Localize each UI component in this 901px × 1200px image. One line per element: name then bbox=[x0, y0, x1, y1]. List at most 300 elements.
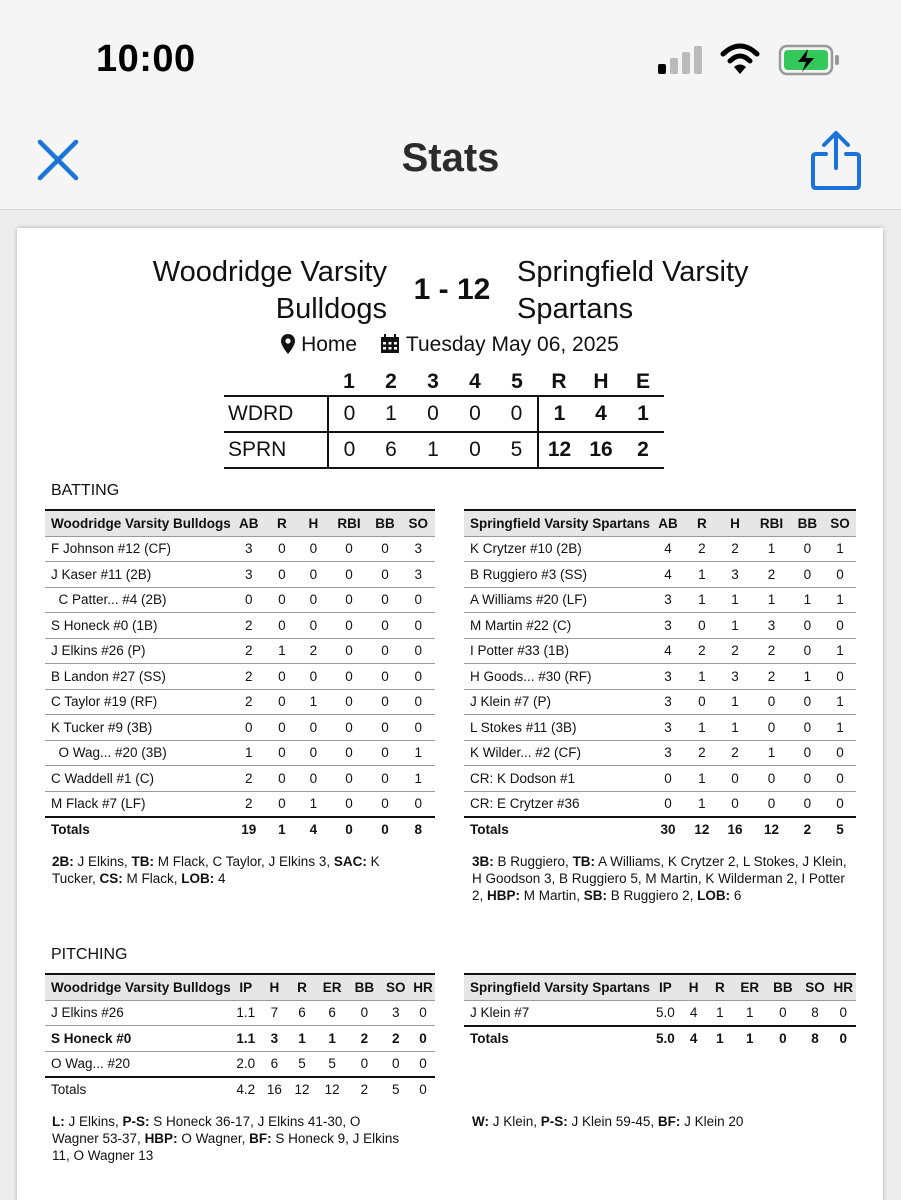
stat-cell: 6 bbox=[261, 1051, 288, 1077]
home-team-name bbox=[153, 254, 387, 328]
wifi-icon bbox=[720, 42, 760, 76]
note-value: B Ruggiero, bbox=[493, 854, 573, 869]
stat-cell: 1 bbox=[316, 1026, 348, 1052]
stat-cell: 1 bbox=[733, 1000, 766, 1026]
stat-cell: 2 bbox=[381, 1026, 411, 1052]
stat-cell: 2 bbox=[718, 740, 752, 766]
stat-cell: 0 bbox=[267, 613, 297, 639]
stat-cell: 0 bbox=[402, 689, 435, 715]
stat-cell: 8 bbox=[799, 1000, 830, 1026]
stat-cell: 4 bbox=[650, 536, 686, 562]
linescore-hits: 4 bbox=[580, 396, 622, 432]
linescore-hits: 16 bbox=[580, 432, 622, 468]
game-header bbox=[17, 254, 883, 334]
linescore-cell: 0 bbox=[454, 396, 496, 432]
stat-cell: 4 bbox=[650, 562, 686, 588]
away-batting-notes bbox=[472, 853, 857, 904]
stat-cell: 1 bbox=[824, 715, 856, 741]
totals-cell: 16 bbox=[718, 817, 752, 843]
linescore-cell: 0 bbox=[496, 396, 538, 432]
pitching-section-title: PITCHING bbox=[51, 946, 128, 963]
away-team-line1: Springfield Varsity bbox=[517, 256, 749, 288]
home-batting-notes bbox=[52, 853, 402, 887]
player-name: O Wag... #20 bbox=[45, 1051, 231, 1077]
stat-cell: 0 bbox=[686, 689, 718, 715]
stat-cell: 1 bbox=[718, 587, 752, 613]
totals-cell: 0 bbox=[368, 817, 401, 843]
player-name: A Williams #20 (LF) bbox=[464, 587, 650, 613]
player-name: CR: K Dodson #1 bbox=[464, 766, 650, 792]
stat-cell: 2 bbox=[297, 638, 330, 664]
player-name: J Klein #7 (P) bbox=[464, 689, 650, 715]
stat-cell: 0 bbox=[231, 587, 267, 613]
stat-cell: 1 bbox=[686, 715, 718, 741]
home-pitching-table bbox=[45, 973, 435, 1102]
stat-cell: 2 bbox=[231, 791, 267, 817]
stat-cell: 4 bbox=[650, 638, 686, 664]
linescore-table bbox=[224, 368, 664, 469]
linescore-errors: 2 bbox=[622, 432, 664, 468]
note-value: J Elkins, bbox=[64, 1114, 123, 1129]
column-header: ER bbox=[733, 974, 766, 1000]
column-header: IP bbox=[650, 974, 681, 1000]
player-row bbox=[45, 587, 435, 613]
totals-label: Totals bbox=[45, 817, 231, 843]
totals-cell: 0 bbox=[411, 1077, 435, 1103]
player-row bbox=[45, 1026, 435, 1052]
stat-cell: 0 bbox=[402, 715, 435, 741]
totals-cell: 0 bbox=[766, 1026, 799, 1052]
column-header: R bbox=[706, 974, 733, 1000]
stat-cell: 2.0 bbox=[231, 1051, 261, 1077]
note-key: BF: bbox=[249, 1131, 272, 1146]
home-team-line2: Bulldogs bbox=[275, 293, 387, 325]
stat-cell: 1 bbox=[718, 689, 752, 715]
player-name: J Kaser #11 (2B) bbox=[45, 562, 231, 588]
stat-cell: 0 bbox=[330, 587, 369, 613]
stat-cell: 2 bbox=[718, 536, 752, 562]
stat-cell: 1 bbox=[791, 587, 824, 613]
stat-cell: 0 bbox=[297, 613, 330, 639]
note-key: TB: bbox=[131, 854, 155, 869]
stat-cell: 0 bbox=[368, 536, 401, 562]
column-header: RBI bbox=[752, 510, 791, 536]
player-row bbox=[45, 664, 435, 690]
player-name: J Elkins #26 (P) bbox=[45, 638, 231, 664]
home-team-line1: Woodridge Varsity bbox=[152, 256, 387, 288]
stat-cell: 1 bbox=[686, 766, 718, 792]
stat-cell: 0 bbox=[368, 562, 401, 588]
stat-cell: 3 bbox=[650, 664, 686, 690]
stat-cell: 0 bbox=[297, 664, 330, 690]
note-value: K Tucker, bbox=[52, 854, 380, 886]
stat-cell: 0 bbox=[766, 1000, 799, 1026]
stat-cell: 3 bbox=[650, 740, 686, 766]
stat-cell: 0 bbox=[402, 664, 435, 690]
column-header: Springfield Varsity Spartans bbox=[464, 974, 650, 1000]
column-header: H bbox=[681, 974, 707, 1000]
away-pitching-table bbox=[464, 973, 856, 1051]
stat-cell: 0 bbox=[824, 766, 856, 792]
player-row bbox=[464, 740, 856, 766]
player-row bbox=[45, 740, 435, 766]
column-header: Woodridge Varsity Bulldogs bbox=[45, 510, 231, 536]
stat-cell: 0 bbox=[752, 715, 791, 741]
stat-cell: 1 bbox=[824, 638, 856, 664]
stat-cell: 0 bbox=[368, 740, 401, 766]
linescore-cell: 6 bbox=[370, 432, 412, 468]
home-pitching-notes bbox=[52, 1113, 402, 1164]
column-header: BB bbox=[348, 974, 380, 1000]
stat-cell: 0 bbox=[231, 715, 267, 741]
linescore-header: H bbox=[580, 368, 622, 396]
note-key: 3B: bbox=[472, 854, 494, 869]
cellular-signal-icon bbox=[658, 46, 704, 74]
column-header: R bbox=[267, 510, 297, 536]
stats-header-row bbox=[45, 974, 435, 1000]
totals-cell: 4 bbox=[297, 817, 330, 843]
stat-cell: 0 bbox=[330, 766, 369, 792]
player-row bbox=[45, 689, 435, 715]
totals-row bbox=[45, 817, 435, 843]
note-key: SAC: bbox=[333, 854, 367, 869]
stat-cell: 1 bbox=[288, 1026, 316, 1052]
totals-cell: 1 bbox=[267, 817, 297, 843]
stat-cell: 0 bbox=[402, 587, 435, 613]
stat-cell: 1 bbox=[267, 638, 297, 664]
stat-cell: 1 bbox=[752, 536, 791, 562]
linescore-cell: 0 bbox=[328, 432, 370, 468]
player-name: K Crytzer #10 (2B) bbox=[464, 536, 650, 562]
player-row bbox=[45, 536, 435, 562]
column-header: SO bbox=[824, 510, 856, 536]
stat-cell: 0 bbox=[368, 715, 401, 741]
navigation-bar bbox=[0, 110, 901, 210]
linescore-header bbox=[224, 368, 328, 396]
stat-cell: 0 bbox=[402, 638, 435, 664]
stat-cell: 0 bbox=[752, 689, 791, 715]
stat-cell: 3 bbox=[718, 562, 752, 588]
player-row bbox=[464, 1000, 856, 1026]
totals-cell: 1 bbox=[706, 1026, 733, 1052]
stat-cell: 0 bbox=[297, 562, 330, 588]
stat-cell: 0 bbox=[791, 766, 824, 792]
player-name: I Potter #33 (1B) bbox=[464, 638, 650, 664]
stat-cell: 0 bbox=[330, 536, 369, 562]
note-key: 2B: bbox=[52, 854, 74, 869]
stat-cell: 0 bbox=[824, 664, 856, 690]
stat-cell: 0 bbox=[752, 791, 791, 817]
stat-cell: 0 bbox=[267, 740, 297, 766]
stat-cell: 1 bbox=[297, 689, 330, 715]
stat-cell: 2 bbox=[231, 613, 267, 639]
column-header: R bbox=[686, 510, 718, 536]
player-row bbox=[45, 1000, 435, 1026]
linescore-runs: 1 bbox=[538, 396, 580, 432]
away-team-line2: Spartans bbox=[517, 293, 634, 325]
linescore-header: 2 bbox=[370, 368, 412, 396]
stat-cell: 2 bbox=[231, 638, 267, 664]
note-value: S Honeck 9, J Elkins 11, O Wagner 13 bbox=[52, 1131, 400, 1163]
stat-cell: 3 bbox=[650, 587, 686, 613]
player-row bbox=[45, 791, 435, 817]
note-value: J Klein 20 bbox=[680, 1114, 744, 1129]
stat-cell: 0 bbox=[267, 587, 297, 613]
stat-cell: 1 bbox=[686, 562, 718, 588]
linescore-header-row bbox=[224, 368, 664, 396]
stat-cell: 0 bbox=[297, 740, 330, 766]
linescore-header: 5 bbox=[496, 368, 538, 396]
column-header: SO bbox=[402, 510, 435, 536]
stat-cell: 3 bbox=[231, 562, 267, 588]
column-header: BB bbox=[766, 974, 799, 1000]
column-header: HR bbox=[831, 974, 856, 1000]
note-key: P-S: bbox=[540, 1114, 568, 1129]
totals-cell: 12 bbox=[288, 1077, 316, 1103]
player-row bbox=[464, 562, 856, 588]
player-row bbox=[45, 613, 435, 639]
away-team-name bbox=[517, 254, 749, 328]
player-row bbox=[45, 766, 435, 792]
stat-cell: 1 bbox=[686, 587, 718, 613]
totals-cell: 4.2 bbox=[231, 1077, 261, 1103]
stat-cell: 0 bbox=[267, 664, 297, 690]
stat-cell: 0 bbox=[267, 791, 297, 817]
stat-cell: 0 bbox=[267, 562, 297, 588]
player-row bbox=[45, 638, 435, 664]
stats-header-row bbox=[45, 510, 435, 536]
stat-cell: 0 bbox=[330, 715, 369, 741]
note-value: S Honeck 36-17, J Elkins 41-30, O Wagner 53-37, bbox=[52, 1114, 361, 1146]
player-row bbox=[464, 689, 856, 715]
stat-cell: 0 bbox=[330, 664, 369, 690]
stat-cell: 3 bbox=[381, 1000, 411, 1026]
column-header: ER bbox=[316, 974, 348, 1000]
player-name: L Stokes #11 (3B) bbox=[464, 715, 650, 741]
player-name: S Honeck #0 (1B) bbox=[45, 613, 231, 639]
stat-cell: 0 bbox=[267, 766, 297, 792]
stat-cell: 0 bbox=[791, 613, 824, 639]
stat-cell: 0 bbox=[824, 613, 856, 639]
player-name: B Ruggiero #3 (SS) bbox=[464, 562, 650, 588]
totals-label: Totals bbox=[464, 1026, 650, 1052]
stat-cell: 0 bbox=[330, 740, 369, 766]
column-header: Woodridge Varsity Bulldogs bbox=[45, 974, 231, 1000]
home-batting-table bbox=[45, 509, 435, 842]
linescore-header: 4 bbox=[454, 368, 496, 396]
note-key: HBP: bbox=[487, 888, 521, 903]
player-row bbox=[464, 664, 856, 690]
totals-label: Totals bbox=[464, 817, 650, 843]
stat-cell: 0 bbox=[824, 791, 856, 817]
player-row bbox=[464, 715, 856, 741]
column-header: SO bbox=[381, 974, 411, 1000]
final-score: 1 - 12 bbox=[413, 273, 491, 306]
note-value: O Wagner, bbox=[177, 1131, 250, 1146]
totals-cell: 19 bbox=[231, 817, 267, 843]
stat-cell: 2 bbox=[348, 1026, 380, 1052]
note-key: SB: bbox=[583, 888, 608, 903]
column-header: BB bbox=[368, 510, 401, 536]
share-icon[interactable] bbox=[808, 130, 864, 192]
note-key: LOB: bbox=[697, 888, 731, 903]
calendar-icon bbox=[380, 334, 400, 354]
note-value: M Flack, C Taylor, J Elkins 3, bbox=[154, 854, 334, 869]
note-key: LOB: bbox=[181, 871, 215, 886]
stat-cell: 5.0 bbox=[650, 1000, 681, 1026]
linescore-header: 1 bbox=[328, 368, 370, 396]
player-row bbox=[464, 791, 856, 817]
stat-cell: 2 bbox=[752, 664, 791, 690]
linescore-cell: 5 bbox=[496, 432, 538, 468]
stat-cell: 1 bbox=[402, 740, 435, 766]
linescore-header: 3 bbox=[412, 368, 454, 396]
stat-cell: 0 bbox=[791, 562, 824, 588]
batting-section-title: BATTING bbox=[51, 482, 120, 499]
stat-cell: 3 bbox=[261, 1026, 288, 1052]
player-row bbox=[45, 1051, 435, 1077]
stat-cell: 2 bbox=[752, 638, 791, 664]
stat-cell: 1 bbox=[402, 766, 435, 792]
stat-cell: 3 bbox=[650, 715, 686, 741]
player-name: H Goods... #30 (RF) bbox=[464, 664, 650, 690]
totals-cell: 30 bbox=[650, 817, 686, 843]
stat-cell: 0 bbox=[368, 664, 401, 690]
stat-cell: 1 bbox=[824, 536, 856, 562]
stat-cell: 1 bbox=[686, 791, 718, 817]
totals-cell: 5.0 bbox=[650, 1026, 681, 1052]
player-name: J Elkins #26 bbox=[45, 1000, 231, 1026]
stat-cell: 0 bbox=[402, 613, 435, 639]
player-row bbox=[464, 536, 856, 562]
linescore-cell: 0 bbox=[454, 432, 496, 468]
page-title: Stats bbox=[401, 136, 500, 180]
location-text: Home bbox=[301, 333, 358, 356]
player-name: K Tucker #9 (3B) bbox=[45, 715, 231, 741]
stat-cell: 1.1 bbox=[231, 1000, 261, 1026]
totals-cell: 2 bbox=[348, 1077, 380, 1103]
stat-cell: 2 bbox=[686, 740, 718, 766]
column-header: AB bbox=[231, 510, 267, 536]
stat-cell: 1 bbox=[718, 715, 752, 741]
column-header: H bbox=[261, 974, 288, 1000]
stat-cell: 0 bbox=[831, 1000, 856, 1026]
stat-cell: 1 bbox=[718, 613, 752, 639]
note-value: 4 bbox=[214, 871, 226, 886]
totals-cell: 16 bbox=[261, 1077, 288, 1103]
stat-cell: 1 bbox=[706, 1000, 733, 1026]
totals-cell: 0 bbox=[330, 817, 369, 843]
stat-cell: 0 bbox=[330, 689, 369, 715]
stats-header-row bbox=[464, 510, 856, 536]
linescore-cell: 0 bbox=[328, 396, 370, 432]
note-key: L: bbox=[52, 1114, 65, 1129]
stats-sheet bbox=[17, 228, 883, 1200]
stat-cell: 0 bbox=[411, 1026, 435, 1052]
note-value: 6 bbox=[730, 888, 742, 903]
player-name: F Johnson #12 (CF) bbox=[45, 536, 231, 562]
stat-cell: 4 bbox=[681, 1000, 707, 1026]
linescore-cell: 1 bbox=[412, 432, 454, 468]
stat-cell: 0 bbox=[650, 766, 686, 792]
linescore-cell: 1 bbox=[370, 396, 412, 432]
stat-cell: 0 bbox=[348, 1000, 380, 1026]
column-header: SO bbox=[799, 974, 830, 1000]
stat-cell: 0 bbox=[402, 791, 435, 817]
player-row bbox=[45, 562, 435, 588]
stat-cell: 0 bbox=[650, 791, 686, 817]
column-header: H bbox=[297, 510, 330, 536]
game-meta bbox=[17, 333, 883, 357]
stat-cell: 0 bbox=[297, 536, 330, 562]
stat-cell: 0 bbox=[752, 766, 791, 792]
status-bar bbox=[0, 0, 901, 110]
player-row bbox=[464, 587, 856, 613]
player-name: K Wilder... #2 (CF) bbox=[464, 740, 650, 766]
stat-cell: 0 bbox=[411, 1051, 435, 1077]
note-key: CS: bbox=[99, 871, 123, 886]
column-header: RBI bbox=[330, 510, 369, 536]
linescore-errors: 1 bbox=[622, 396, 664, 432]
totals-row bbox=[45, 1077, 435, 1103]
totals-cell: 2 bbox=[791, 817, 824, 843]
totals-cell: 1 bbox=[733, 1026, 766, 1052]
stat-cell: 0 bbox=[824, 562, 856, 588]
column-header: IP bbox=[231, 974, 261, 1000]
stat-cell: 1.1 bbox=[231, 1026, 261, 1052]
player-name: C Patter... #4 (2B) bbox=[45, 587, 231, 613]
stat-cell: 0 bbox=[368, 613, 401, 639]
stat-cell: 5 bbox=[288, 1051, 316, 1077]
stat-cell: 0 bbox=[368, 587, 401, 613]
note-value: M Flack, bbox=[122, 871, 182, 886]
player-name: J Klein #7 bbox=[464, 1000, 650, 1026]
player-name: M Martin #22 (C) bbox=[464, 613, 650, 639]
stat-cell: 3 bbox=[650, 613, 686, 639]
stat-cell: 0 bbox=[368, 766, 401, 792]
stat-cell: 0 bbox=[348, 1051, 380, 1077]
stat-cell: 0 bbox=[267, 689, 297, 715]
totals-cell: 5 bbox=[381, 1077, 411, 1103]
stat-cell: 0 bbox=[297, 766, 330, 792]
column-header: AB bbox=[650, 510, 686, 536]
totals-cell: 12 bbox=[316, 1077, 348, 1103]
column-header: R bbox=[288, 974, 316, 1000]
stat-cell: 1 bbox=[824, 689, 856, 715]
column-header: H bbox=[718, 510, 752, 536]
totals-cell: 4 bbox=[681, 1026, 707, 1052]
note-value: J Elkins, bbox=[73, 854, 132, 869]
stat-cell: 0 bbox=[718, 766, 752, 792]
column-header: HR bbox=[411, 974, 435, 1000]
stat-cell: 1 bbox=[752, 740, 791, 766]
stat-cell: 0 bbox=[791, 689, 824, 715]
stat-cell: 0 bbox=[368, 638, 401, 664]
stat-cell: 0 bbox=[330, 562, 369, 588]
stat-cell: 1 bbox=[791, 664, 824, 690]
player-name: S Honeck #0 bbox=[45, 1026, 231, 1052]
stat-cell: 2 bbox=[686, 536, 718, 562]
note-key: TB: bbox=[572, 854, 596, 869]
stat-cell: 0 bbox=[686, 613, 718, 639]
battery-charging-icon bbox=[778, 44, 840, 76]
stat-cell: 0 bbox=[330, 791, 369, 817]
player-row bbox=[464, 613, 856, 639]
stat-cell: 3 bbox=[402, 536, 435, 562]
stat-cell: 3 bbox=[402, 562, 435, 588]
stat-cell: 6 bbox=[288, 1000, 316, 1026]
stat-cell: 0 bbox=[791, 740, 824, 766]
